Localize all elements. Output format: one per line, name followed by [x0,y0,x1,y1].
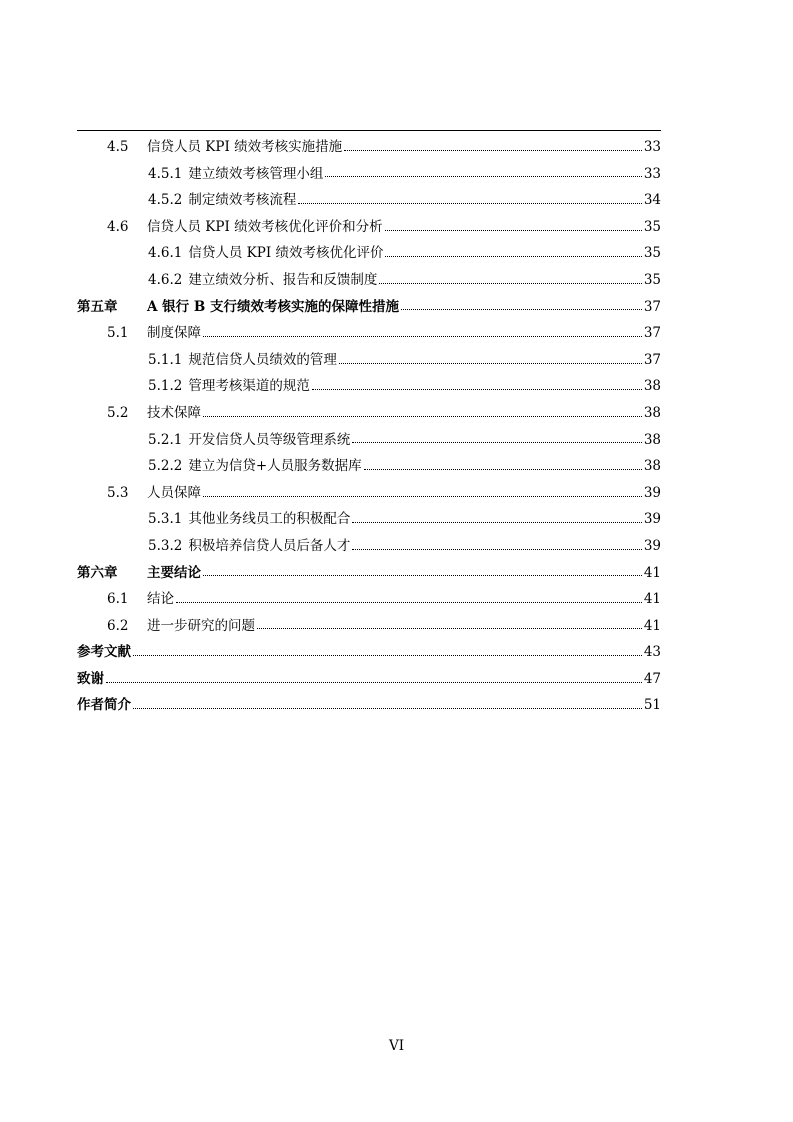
toc-entry[interactable] [77,347,661,374]
toc-entry[interactable] [77,506,661,533]
toc-entry-title: A 银行 B 支行绩效考核实施的保障性措施 [147,298,399,315]
toc-entry-page: 39 [643,484,661,501]
dot-leader [344,150,642,151]
dot-leader [312,389,642,390]
toc-entry-title: 主要结论 [147,564,201,581]
toc-entry[interactable] [77,187,661,214]
toc-entry-number: 4.5 [107,139,129,155]
toc-entry-title: 信贷人员 KPI 绩效考核优化评价 [188,245,384,262]
toc-entry-title: 其他业务线员工的积极配合 [188,511,351,528]
dot-leader [385,230,642,231]
toc-entry[interactable] [77,533,661,560]
dot-leader [257,628,642,629]
toc-entry-number: 5.2 [107,404,129,421]
toc-entry[interactable] [77,586,661,613]
toc-entry-page: 37 [643,325,661,342]
toc-entry-title: 参考文献 [77,644,131,661]
toc-entry[interactable] [77,161,661,188]
dot-leader [106,682,642,683]
dot-leader [379,283,641,284]
toc-entry-title: 管理考核渠道的规范 [188,378,310,395]
toc-entry-number: 4.6.2 [148,271,183,288]
toc-entry-number: 5.1.2 [148,378,183,395]
toc-entry-page: 39 [643,511,661,528]
toc-entry-title: 技术保障 [147,404,201,421]
dot-leader [176,602,642,603]
toc-entry[interactable] [77,666,661,693]
toc-entry[interactable] [77,267,661,294]
table-of-contents [77,134,661,719]
toc-entry-title: 制定绩效考核流程 [188,192,297,209]
dot-leader [298,203,641,204]
dot-leader [203,575,642,576]
toc-entry-page: 41 [643,591,661,608]
toc-entry-title: 积极培养信贷人员后备人才 [188,537,351,554]
dot-leader [133,708,642,709]
dot-leader [401,309,642,310]
dot-leader [352,442,641,443]
toc-entry[interactable] [77,294,661,321]
toc-entry-title: 建立绩效分析、报告和反馈制度 [188,271,378,288]
header-rule [77,130,661,131]
toc-entry-title: 建立为信贷+人员服务数据库 [188,458,362,475]
toc-entry[interactable] [77,453,661,480]
toc-entry[interactable] [77,373,661,400]
dot-leader [325,176,641,177]
toc-entry-number: 5.3.2 [148,537,183,554]
toc-entry-page: 38 [643,378,661,395]
toc-entry-number: 5.1.1 [148,351,183,368]
toc-entry-number: 4.6 [107,218,129,235]
toc-entry-title: 建立绩效考核管理小组 [188,165,324,182]
toc-entry-title: 信贷人员 KPI 绩效考核优化评价和分析 [147,218,383,235]
toc-entry-number: 4.6.1 [148,245,183,262]
toc-entry-page: 51 [643,697,661,714]
dot-leader [352,522,641,523]
toc-entry-title: 信贷人员 KPI 绩效考核实施措施 [147,139,343,155]
toc-entry-page: 35 [643,218,661,235]
toc-entry-page: 37 [643,298,661,315]
toc-entry[interactable] [77,134,661,161]
toc-entry[interactable] [77,692,661,719]
toc-entry-number: 6.1 [107,591,129,608]
toc-entry[interactable] [77,480,661,507]
toc-entry-page: 39 [643,537,661,554]
toc-entry-page: 38 [643,404,661,421]
toc-entry-number: 5.3.1 [148,511,183,528]
dot-leader [203,416,642,417]
dot-leader [352,549,641,550]
toc-entry[interactable] [77,320,661,347]
dot-leader [133,655,642,656]
toc-entry-page: 41 [643,564,661,581]
toc-entry[interactable] [77,240,661,267]
toc-entry-number: 4.5.2 [148,192,183,209]
toc-entry-page: 41 [643,617,661,634]
toc-entry-page: 37 [643,351,661,368]
toc-entry-page: 43 [643,644,661,661]
toc-entry-page: 34 [643,192,661,209]
toc-entry-title: 开发信贷人员等级管理系统 [188,431,351,448]
toc-entry-title: 人员保障 [147,484,201,501]
toc-entry-page: 38 [643,431,661,448]
toc-entry-number: 4.5.1 [148,165,183,182]
toc-entry-page: 33 [643,165,661,182]
toc-entry-number: 5.3 [107,484,129,501]
toc-entry-number: 第六章 [77,564,118,581]
toc-entry-page: 33 [643,139,661,155]
page-number: VI [388,1038,405,1054]
toc-entry-number: 5.1 [107,325,129,342]
toc-entry[interactable] [77,400,661,427]
toc-entry-page: 47 [643,670,661,687]
toc-entry-number: 6.2 [107,617,129,634]
toc-entry-title: 制度保障 [147,325,201,342]
toc-entry-title: 规范信贷人员绩效的管理 [188,351,337,368]
toc-entry-number: 5.2.2 [148,458,183,475]
dot-leader [203,336,642,337]
toc-entry-page: 35 [643,245,661,262]
toc-entry-title: 结论 [147,591,174,608]
toc-entry-title: 致谢 [77,670,104,687]
toc-entry-title: 作者简介 [77,697,131,714]
toc-entry-page: 35 [643,271,661,288]
dot-leader [364,469,642,470]
dot-leader [203,496,642,497]
toc-entry-page: 38 [643,458,661,475]
toc-entry[interactable] [77,613,661,640]
toc-entry[interactable] [77,427,661,454]
dot-leader [385,256,641,257]
toc-entry-number: 第五章 [77,298,118,315]
toc-entry[interactable] [77,639,661,666]
toc-entry-number: 5.2.1 [148,431,183,448]
toc-entry[interactable] [77,214,661,241]
toc-entry[interactable] [77,560,661,587]
dot-leader [339,363,642,364]
toc-entry-title: 进一步研究的问题 [147,617,255,634]
